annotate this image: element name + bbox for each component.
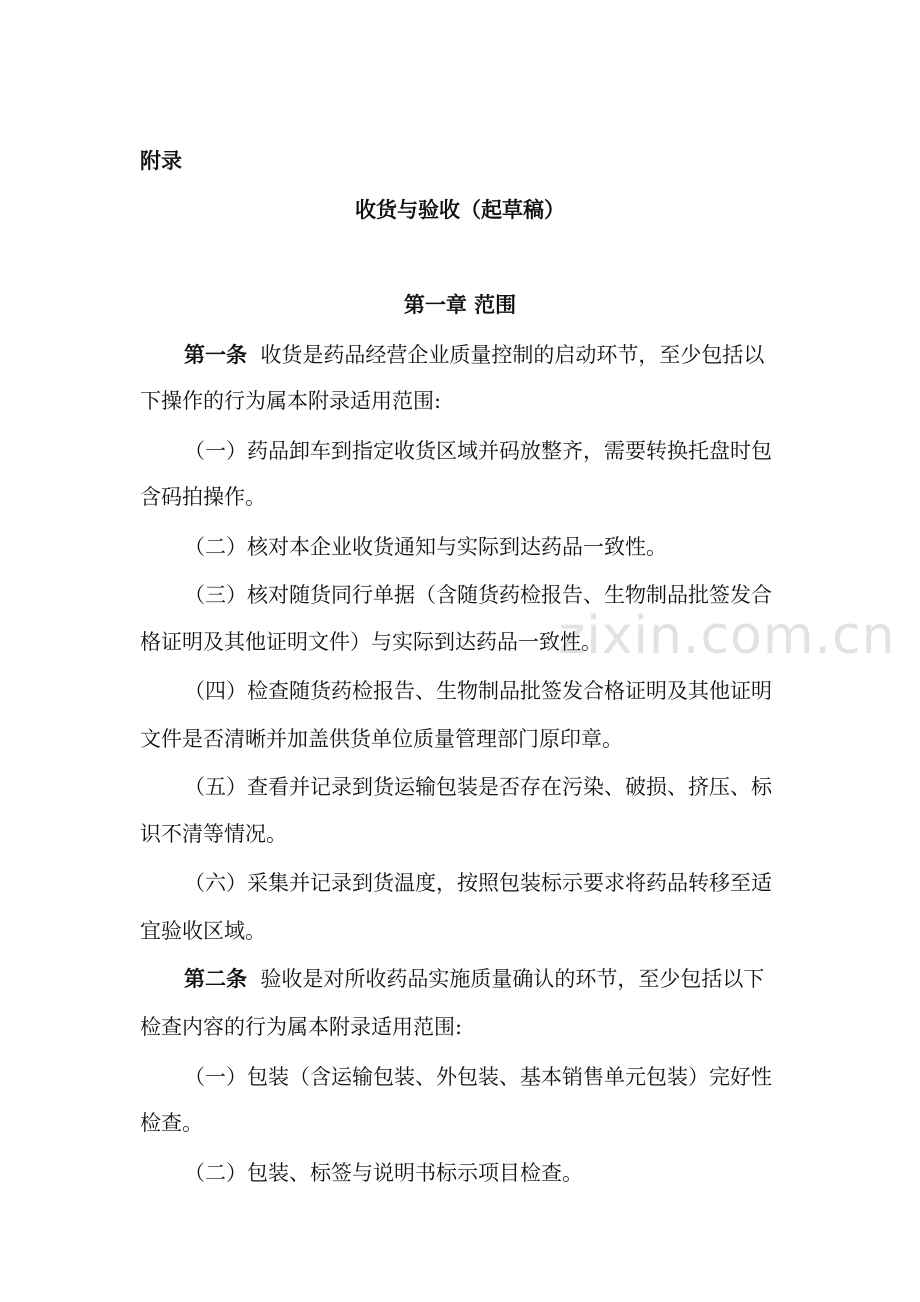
article-1-item-5-line-2: 识不清等情况。 bbox=[140, 822, 287, 846]
article-1-item-2: （二）核对本企业收货通知与实际到达药品一致性。 bbox=[184, 535, 667, 559]
article-1-label: 第一条 bbox=[184, 342, 247, 367]
article-1-item-1-line-2: 含码拍操作。 bbox=[140, 485, 266, 509]
article-2-item-1-line-2: 检查。 bbox=[140, 1111, 203, 1135]
article-1-item-3-line-1: （三）核对随货同行单据（含随货药检报告、生物制品批签发合 bbox=[184, 583, 772, 607]
article-1-item-1-line-1: （一）药品卸车到指定收货区域并码放整齐，需要转换托盘时包 bbox=[184, 439, 772, 463]
article-2-first-line bbox=[184, 964, 764, 994]
article-1-item-3-line-2: 格证明及其他证明文件）与实际到达药品一致性。 bbox=[140, 630, 602, 654]
article-2-second-line: 检查内容的行为属本附录适用范围: bbox=[140, 1015, 463, 1039]
article-1-first-line bbox=[184, 340, 764, 370]
article-1-text: 收货是药品经营企业质量控制的启动环节，至少包括以 bbox=[260, 343, 765, 367]
article-1-second-line: 下操作的行为属本附录适用范围: bbox=[140, 389, 442, 413]
article-1-item-4-line-1: （四）检查随货药检报告、生物制品批签发合格证明及其他证明 bbox=[184, 679, 772, 703]
watermark: zixin.com.cn bbox=[558, 606, 896, 666]
article-2-text: 验收是对所收药品实施质量确认的环节，至少包括以下 bbox=[260, 967, 765, 991]
article-1-item-5-line-1: （五）查看并记录到货运输包装是否存在污染、破损、挤压、标 bbox=[184, 775, 772, 799]
article-2-item-2: （二）包装、标签与说明书标示项目检查。 bbox=[184, 1161, 583, 1185]
article-1-item-6-line-1: （六）采集并记录到货温度，按照包装标示要求将药品转移至适 bbox=[184, 871, 772, 895]
article-1-item-4-line-2: 文件是否清晰并加盖供货单位质量管理部门原印章。 bbox=[140, 727, 623, 751]
chapter-title: 第一章 范围 bbox=[403, 292, 517, 317]
document-title: 收货与验收（起草稿） bbox=[355, 197, 565, 222]
article-2-label: 第二条 bbox=[184, 966, 247, 991]
appendix-label: 附录 bbox=[140, 148, 182, 173]
article-2-item-1-line-1: （一）包装（含运输包装、外包装、基本销售单元包装）完好性 bbox=[184, 1065, 772, 1089]
article-1-item-6-line-2: 宜验收区域。 bbox=[140, 919, 266, 943]
